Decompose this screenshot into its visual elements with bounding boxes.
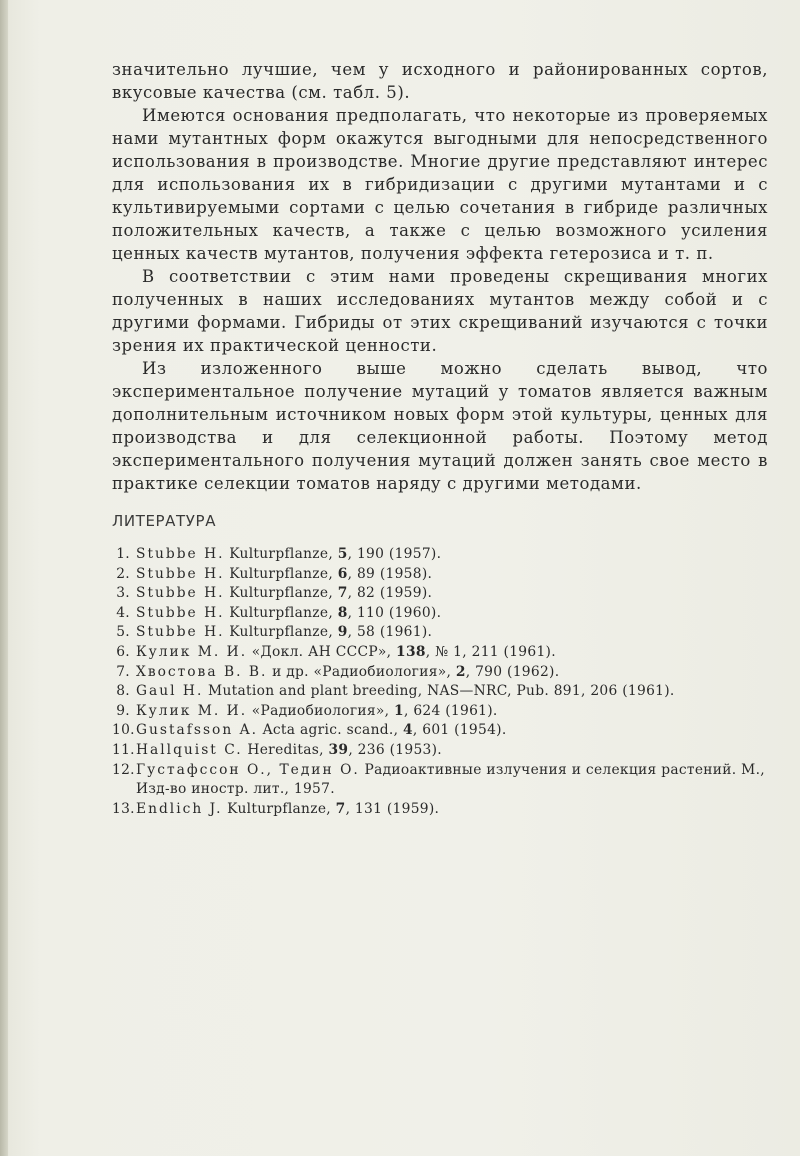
binding-edge <box>0 0 8 1156</box>
reference-details: , 236 (1953). <box>348 741 442 758</box>
reference-item <box>112 623 772 643</box>
reference-source: Kulturpflanze, <box>224 585 338 602</box>
reference-item <box>112 702 772 722</box>
reference-source: Kulturpflanze, <box>224 546 338 562</box>
reference-number: 1. <box>116 546 130 562</box>
reference-volume: 6 <box>337 565 348 582</box>
reference-item <box>112 721 772 741</box>
reference-author: Stubbe H. <box>136 546 225 562</box>
reference-number: 3. <box>116 585 130 602</box>
reference-volume: 138 <box>396 643 426 660</box>
reference-author: Густафссон О., Тедин О. <box>136 761 360 778</box>
reference-source: Acta agric. scand., <box>257 722 403 739</box>
reference-source: Hereditas, <box>242 741 329 758</box>
reference-number: 2. <box>116 565 130 582</box>
reference-item <box>112 682 772 702</box>
reference-author: Stubbe H. <box>136 604 225 621</box>
reference-volume: 7 <box>337 585 348 602</box>
reference-author: Кулик М. И. <box>136 702 248 719</box>
reference-author: Хвостова В. В. <box>136 663 268 680</box>
paragraph-4: Из изложенного выше можно сделать вывод, что экспериментальное получение мутаций у томатов является важным дополнительным источником новых форм этой культуры, ценных для производства и для селекционной работы. Поэтому метод экспериментального получения мутаций должен занять свое место в практике селекции томатов наряду с другими методами. <box>112 359 768 493</box>
reference-author: Stubbe H. <box>136 624 225 641</box>
reference-source: Kulturpflanze, <box>224 604 338 621</box>
reference-source: Mutation and plant breeding, NAS—NRC, Pub. 891, 206 (1961). <box>203 683 675 700</box>
reference-details: , 190 (1957). <box>347 546 442 562</box>
reference-source: «Докл. АН СССР», <box>247 643 397 660</box>
reference-author: Stubbe H. <box>136 585 225 602</box>
reference-number: 13. <box>112 800 135 817</box>
reference-source: и др. «Радиобиология», <box>267 663 456 680</box>
reference-details: , № 1, 211 (1961). <box>425 643 556 660</box>
paragraph-1: значительно лучшие, чем у исходного и районированных сортов, вкусовые качества (см. табл. 5). <box>112 60 768 102</box>
reference-source: Kulturpflanze, <box>222 800 336 817</box>
reference-item <box>112 643 772 663</box>
reference-item <box>112 761 772 800</box>
reference-source: «Радиобиология», <box>247 702 395 719</box>
reference-source: Kulturpflanze, <box>224 624 338 641</box>
reference-item <box>112 800 772 820</box>
paragraph-2: Имеются основания предполагать, что некоторые из проверяемых нами мутантных форм окажутся выгодными для непосредственного использования в производстве. Многие другие представляют интерес для использования их в гибридизации с другими мутантами и с культивируемыми сортами с целью сочетания в гибриде различных положительных качеств, а также с целью возможного усиления ценных качеств мутантов, получения эффекта гетерозиса и т. п. <box>112 106 768 263</box>
reference-number: 9. <box>116 702 130 719</box>
reference-details: , 131 (1959). <box>345 800 440 817</box>
references-heading: ЛИТЕРАТУРА <box>112 512 217 530</box>
reference-number: 8. <box>116 683 130 700</box>
reference-source: Kulturpflanze, <box>224 565 338 582</box>
reference-author: Hallquist C. <box>136 741 243 758</box>
reference-details: , 89 (1958). <box>347 565 433 582</box>
paragraph-3: В соответствии с этим нами проведены скрещивания многих полученных в наших исследованиях мутантов между собой и с другими формами. Гибриды от этих скрещиваний изучаются с точки зрения их практической ценности. <box>112 267 768 355</box>
reference-volume: 2 <box>455 663 466 680</box>
reference-item <box>112 584 772 604</box>
reference-volume: 8 <box>337 604 348 621</box>
reference-details: , 82 (1959). <box>347 585 433 602</box>
reference-number: 12. <box>112 761 135 778</box>
reference-item <box>112 604 772 624</box>
reference-number: 5. <box>116 624 130 641</box>
reference-number: 10. <box>112 722 135 739</box>
reference-author: Кулик М. И. <box>136 643 248 660</box>
reference-details: , 624 (1961). <box>403 702 498 719</box>
reference-number: 11. <box>112 741 135 758</box>
reference-details: , 790 (1962). <box>465 663 560 680</box>
reference-author: Gustafsson A. <box>136 722 258 739</box>
reference-item <box>112 565 772 585</box>
reference-volume: 1 <box>394 702 404 719</box>
reference-item <box>112 741 772 761</box>
reference-volume: 7 <box>335 800 346 817</box>
reference-item <box>112 663 772 683</box>
reference-details: , 110 (1960). <box>347 604 442 621</box>
reference-number: 7. <box>116 663 130 680</box>
reference-volume: 9 <box>337 624 348 641</box>
reference-author: Stubbe H. <box>136 565 225 582</box>
reference-volume: 5 <box>337 546 348 562</box>
reference-volume: 39 <box>328 741 349 758</box>
reference-item <box>112 545 772 565</box>
reference-source: Радиоактивные излучения и селекция растений. М., Изд-во иностр. лит., 1957. <box>136 761 765 798</box>
reference-details: , 58 (1961). <box>347 624 433 641</box>
reference-author: Gaul H. <box>136 683 204 700</box>
reference-number: 6. <box>116 643 130 660</box>
body-text <box>112 58 768 495</box>
reference-author: Endlich J. <box>136 800 223 817</box>
reference-number: 4. <box>116 604 130 621</box>
reference-volume: 4 <box>402 722 413 739</box>
references-list <box>112 545 772 819</box>
reference-details: , 601 (1954). <box>412 722 507 739</box>
